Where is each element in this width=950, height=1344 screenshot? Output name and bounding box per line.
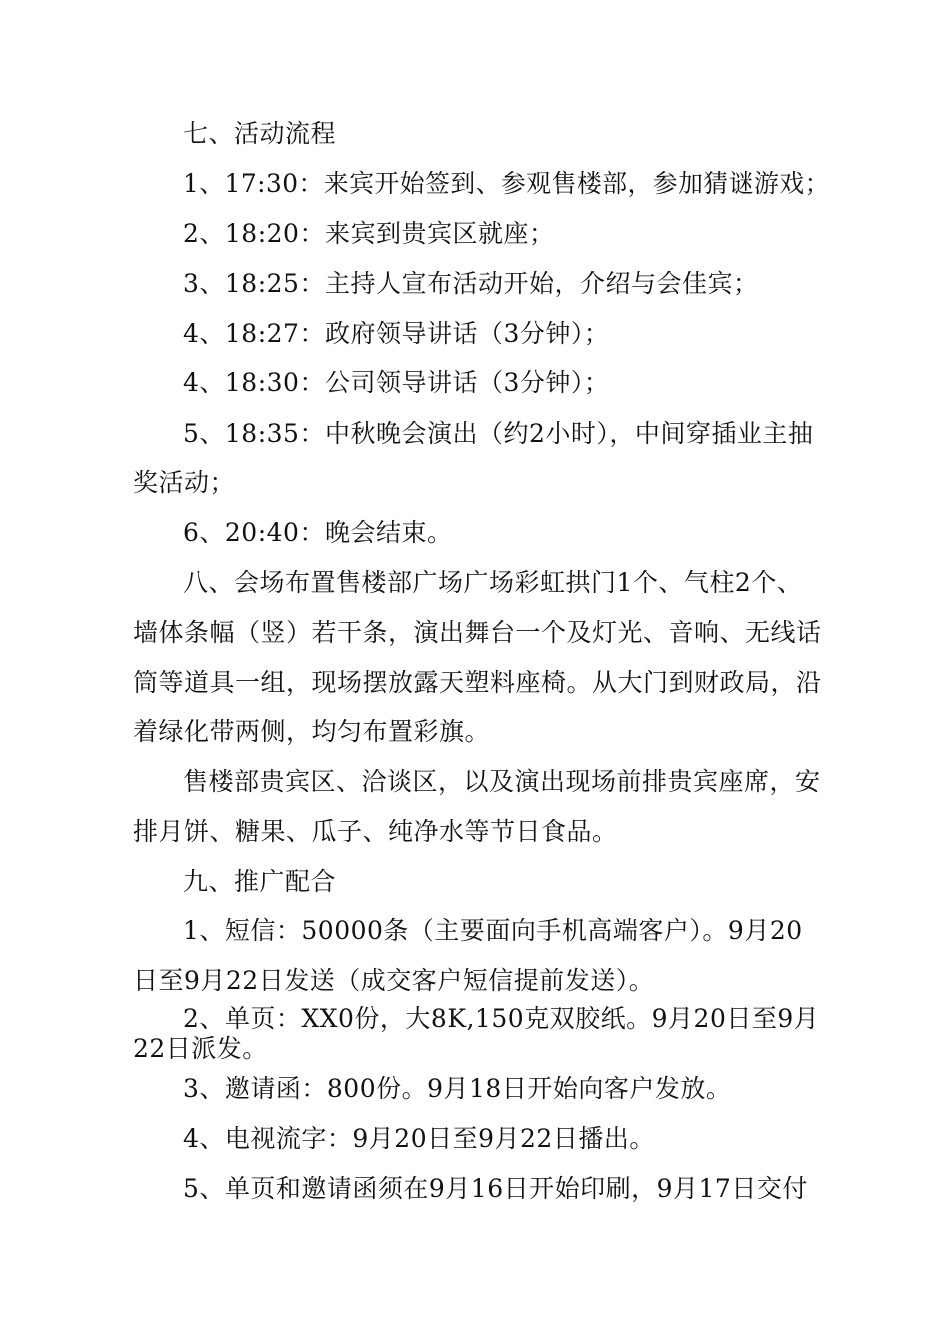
section-heading-activity-flow: 七、活动流程 xyxy=(183,119,337,148)
paragraph-line: 4、18:30：公司领导讲话（3分钟）； xyxy=(183,368,610,397)
paragraph-line: 1、17:30：来宾开始签到、参观售楼部，参加猜谜游戏； xyxy=(183,169,830,198)
paragraph-line: 22日派发。 xyxy=(133,1034,268,1063)
paragraph-line: 5、单页和邀请函须在9月16日开始印刷，9月17日交付 xyxy=(183,1174,808,1203)
paragraph-line: 4、18:27：政府领导讲话（3分钟）； xyxy=(183,319,610,348)
paragraph-line: 售楼部贵宾区、洽谈区，以及演出现场前排贵宾座席，安 xyxy=(183,767,821,796)
paragraph-line: 排月饼、糖果、瓜子、纯净水等节日食品。 xyxy=(133,817,618,846)
paragraph-line: 3、18:25：主持人宣布活动开始，介绍与会佳宾； xyxy=(183,269,759,298)
paragraph-line: 筒等道具一组，现场摆放露天塑料座椅。从大门到财政局，沿 xyxy=(133,668,822,697)
section-heading-venue-layout: 八、会场布置售楼部广场广场彩虹拱门1个、气柱2个、 xyxy=(183,568,803,597)
section-heading-promotion: 九、推广配合 xyxy=(183,867,337,896)
paragraph-line: 2、单页：XX0份，大8K,150克双胶纸。9月20日至9月 xyxy=(183,1004,820,1033)
paragraph-line: 1、短信：50000条（主要面向手机高端客户）。9月20 xyxy=(183,916,803,945)
paragraph-line: 6、20:40：晚会结束。 xyxy=(183,518,453,547)
paragraph-line: 4、电视流字：9月20日至9月22日播出。 xyxy=(183,1124,655,1153)
paragraph-line: 奖活动； xyxy=(133,468,236,497)
paragraph-line: 着绿化带两侧，均匀布置彩旗。 xyxy=(133,717,491,746)
paragraph-line: 5、18:35：中秋晚会演出（约2小时），中间穿插业主抽 xyxy=(183,419,814,448)
paragraph-line: 2、18:20：来宾到贵宾区就座； xyxy=(183,219,555,248)
paragraph-line: 日至9月22日发送（成交客户短信提前发送）。 xyxy=(133,966,655,995)
paragraph-line: 3、邀请函：800份。9月18日开始向客户发放。 xyxy=(183,1074,732,1103)
paragraph-line: 墙体条幅（竖）若干条，演出舞台一个及灯光、音响、无线话 xyxy=(133,618,822,647)
